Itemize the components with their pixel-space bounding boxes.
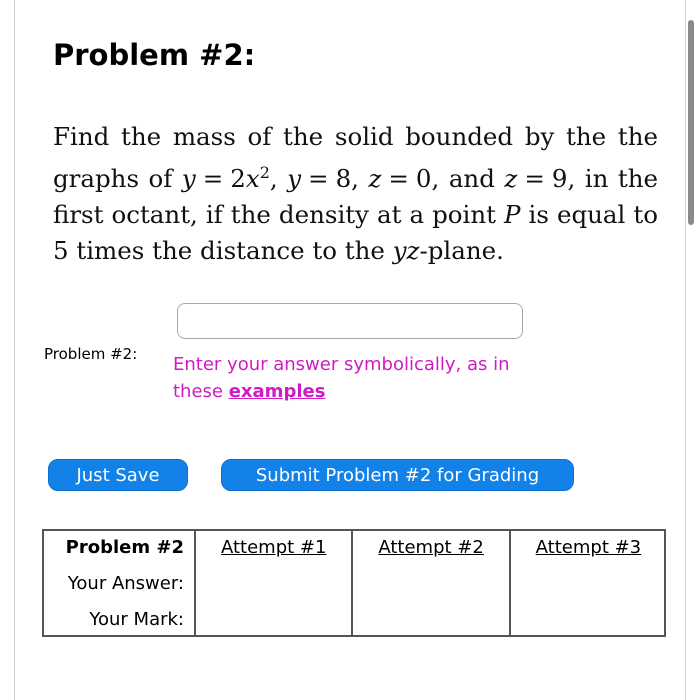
- submit-button[interactable]: Submit Problem #2 for Grading: [221, 459, 574, 491]
- eq4-lhs: z: [504, 164, 518, 194]
- scrollbar[interactable]: [688, 20, 694, 225]
- table-row: [42, 601, 666, 637]
- problem-mid: , in the first octant, if the density at a point: [53, 164, 659, 230]
- attempt-2-header: [352, 529, 509, 565]
- eq1-coef: 2: [230, 164, 246, 194]
- conj: and: [448, 164, 495, 194]
- problem-end: -plane.: [419, 236, 504, 266]
- eq1-var: x: [245, 164, 260, 194]
- table-row: [42, 565, 666, 601]
- examples-link[interactable]: examples: [228, 381, 326, 402]
- eq1-lhs: y: [181, 164, 196, 194]
- answer-hint: [173, 351, 533, 405]
- your-answer-label: Your Answer:: [42, 565, 195, 601]
- attempt-1-header: [195, 529, 352, 565]
- problem-statement: Find the mass of the solid bounded by the the graphs of $y = 2x^2$, y = 8, z = 0, and z = 9, in the first octant, if the density at a point P is equal to 5 times the distance to the yz-plane.: [53, 122, 659, 266]
- attempt-3-answer: [510, 565, 666, 601]
- eq4-rhs: 9: [551, 164, 568, 194]
- hint-text: Enter your answer symbolically, as in these: [173, 354, 510, 402]
- attempt-1-mark: [195, 601, 352, 637]
- attempt-2-link[interactable]: Attempt #2: [378, 536, 484, 558]
- eq3-rhs: 0: [415, 164, 432, 194]
- problem-tail: is equal to 5 times the distance to the: [53, 200, 658, 266]
- attempt-3-link[interactable]: Attempt #3: [535, 536, 642, 558]
- attempt-2-mark: [352, 601, 509, 637]
- attempt-3-mark: [510, 601, 666, 637]
- just-save-button[interactable]: Just Save: [48, 459, 188, 491]
- eq1-exp: 2: [259, 163, 270, 182]
- attempt-3-header: [510, 529, 666, 565]
- eq2-lhs: y: [287, 164, 302, 194]
- attempt-2-answer: [352, 565, 509, 601]
- eq2-rhs: 8: [335, 164, 352, 194]
- answer-label: Problem #2:: [44, 345, 138, 363]
- your-mark-label: Your Mark:: [42, 601, 195, 637]
- attempt-1-answer: [195, 565, 352, 601]
- attempts-header: Problem #2: [42, 529, 195, 565]
- page-title: Problem #2:: [53, 38, 256, 72]
- attempt-1-link[interactable]: Attempt #1: [220, 536, 327, 558]
- point-var: P: [504, 200, 521, 230]
- table-row: [42, 529, 666, 565]
- problem-intro: Find the mass of the solid bounded by the the graphs of: [53, 122, 658, 194]
- plane-var: yz: [392, 236, 420, 266]
- answer-input[interactable]: [177, 303, 523, 339]
- attempts-table: [42, 529, 666, 637]
- eq3-lhs: z: [368, 164, 382, 194]
